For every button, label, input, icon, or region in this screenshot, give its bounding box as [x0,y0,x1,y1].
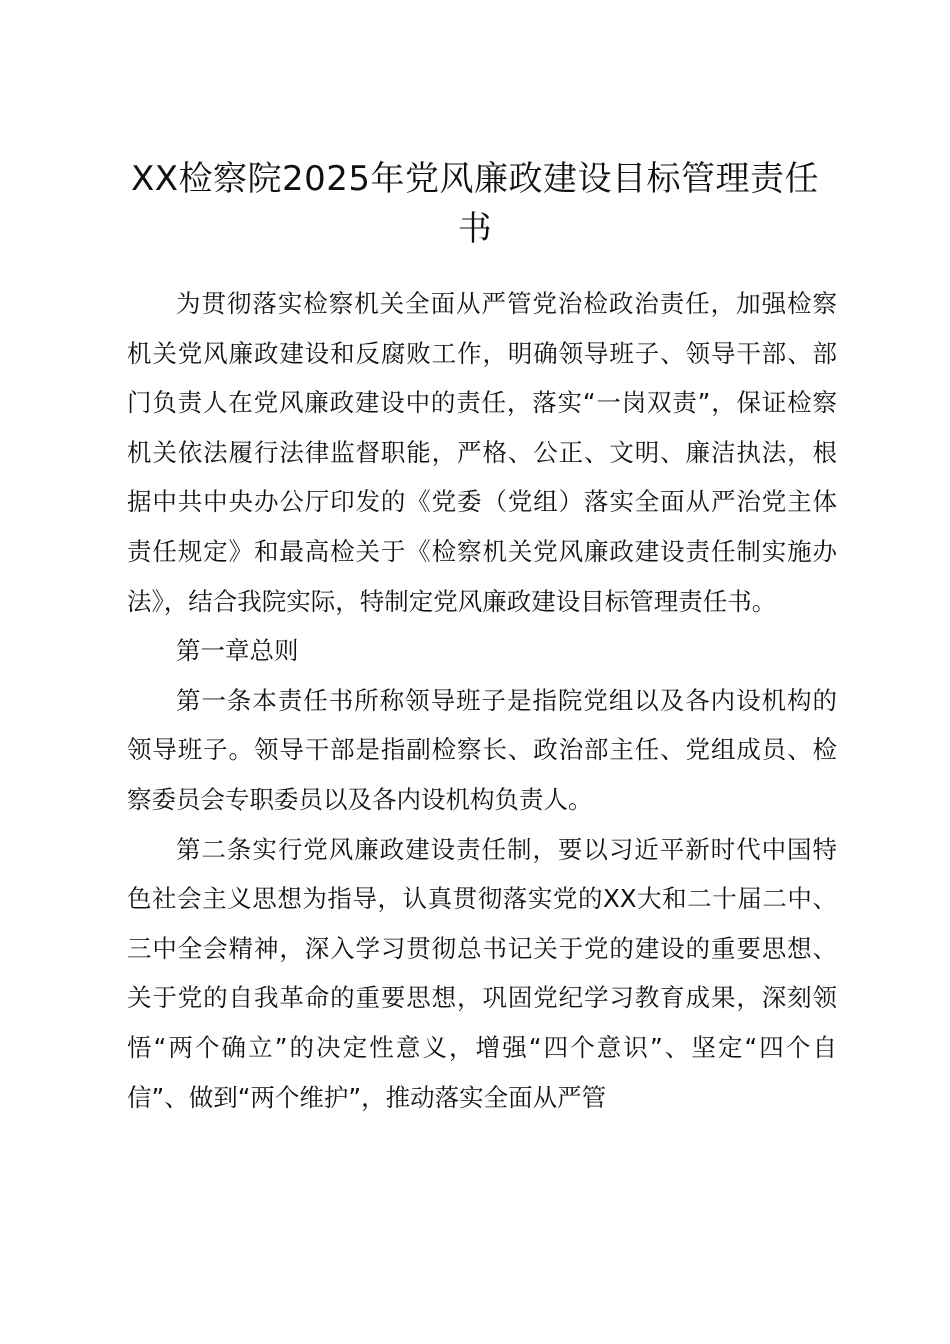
document-title: XX检察院2025年党风廉政建设目标管理责任书 [130,159,820,249]
chapter-heading: 第一章总则 [176,636,299,666]
document-body [127,279,837,1122]
paragraph-article-1: 第一条本责任书所称领导班子是指院党组以及各内设机构的领导班子。领导干部是指副检察长、政治部主任、党组成员、检察委员会专职委员以及各内设机构负责人。 [127,685,837,814]
paragraph-intro: 为贯彻落实检察机关全面从严管党治检政治责任，加强检察机关党风廉政建设和反腐败工作，明确领导班子、领导干部、部门负责人在党风廉政建设中的责任，落实“一岗双责”，保证检察机关依法履行法律监督职能，严格、公正、文明、廉洁执法，根据中共中央办公厅印发的《党委（党组）落实全面从严治党主体责任规定》和最高检关于《检察机关党风廉政建设责任制实施办法》，结合我院实际，特制定党风廉政建设目标管理责任书。 [127,289,837,616]
paragraph-article-2: 第二条实行党风廉政建设责任制，要以习近平新时代中国特色社会主义思想为指导，认真贯彻落实党的XX大和二十届二中、三中全会精神，深入学习贯彻总书记关于党的建设的重要思想、关于党的自我革命的重要思想，巩固党纪学习教育成果，深刻领悟“两个确立”的决定性意义，增强“四个意识”、坚定“四个自信”、做到“两个维护”，推动落实全面从严管 [127,834,837,1112]
